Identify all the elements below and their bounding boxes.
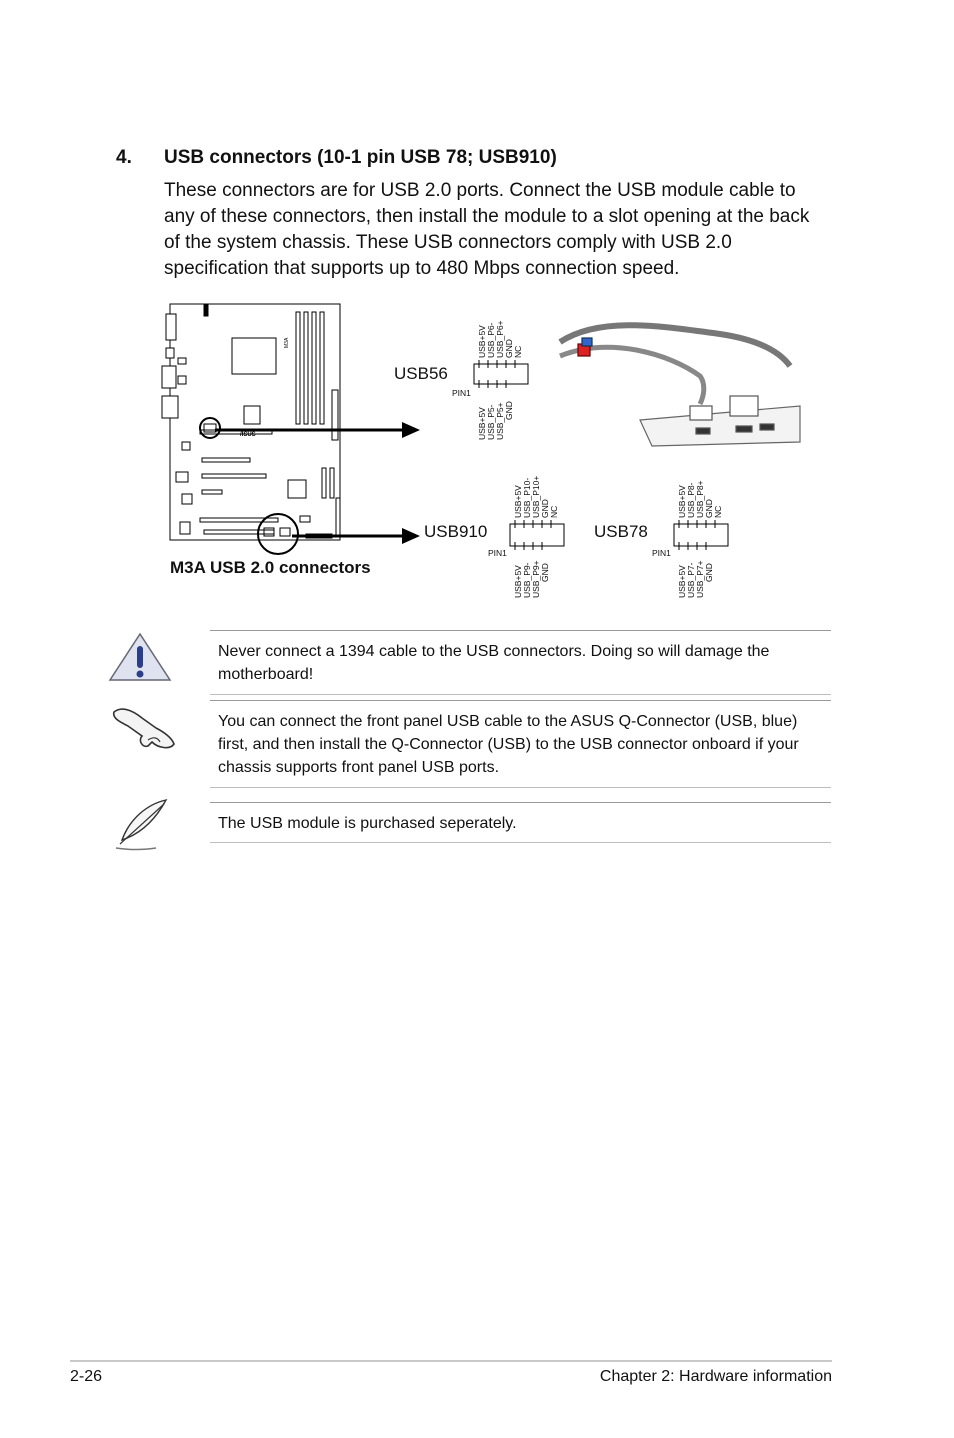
pin-label: USB_P5+ <box>495 402 505 440</box>
section-title: USB connectors (10-1 pin USB 78; USB910) <box>164 147 557 168</box>
board-label: M3A <box>284 337 290 348</box>
pin-label: USB_P6- <box>486 322 496 358</box>
pin-label: USB_P10- <box>522 477 532 518</box>
pointer-arrows <box>215 422 420 544</box>
pin-label: GND <box>504 339 514 358</box>
usb56-pin1-label: PIN1 <box>452 388 471 398</box>
pin-label: GND <box>704 499 714 518</box>
note-feather <box>210 802 831 843</box>
warning-icon <box>108 632 172 684</box>
note-warning-text: Never connect a 1394 cable to the USB connectors. Doing so will damage the motherboard! <box>218 643 770 683</box>
pin-label: USB_P9- <box>522 562 532 598</box>
usb78-label: USB78 <box>594 522 648 541</box>
note-hand <box>210 700 831 789</box>
diagram-caption: M3A USB 2.0 connectors <box>170 558 371 577</box>
hand-icon <box>108 700 180 752</box>
note-feather-text: The USB module is purchased seperately. <box>218 815 517 832</box>
pin-label: USB_P10+ <box>531 475 541 518</box>
pin-label: USB_P6+ <box>495 320 505 358</box>
usb56-label: USB56 <box>394 364 448 383</box>
pin-label: USB+5V <box>477 407 487 440</box>
pin-label: USB+5V <box>677 485 687 518</box>
footer-rule <box>70 1360 832 1362</box>
section-body: These connectors are for USB 2.0 ports. Connect the USB module cable to any of these connectors, then install the module to a slot opening at the back of the system chassis. These USB connectors comply with USB 2.0 specification that supports up to 480 Mbps connection speed. <box>164 180 810 279</box>
usb-connector-diagram <box>0 296 954 596</box>
pin-label: USB+5V <box>513 485 523 518</box>
usb-module-drawing <box>560 325 800 446</box>
page-number: 2-26 <box>70 1368 103 1385</box>
pin-label: GND <box>540 563 550 582</box>
usb56-header <box>474 364 528 384</box>
pin-label: USB+5V <box>513 565 523 598</box>
usb78-header <box>674 524 728 546</box>
usb910-pin1-label: PIN1 <box>488 548 507 558</box>
pin-label: NC <box>549 505 559 518</box>
note-warning <box>210 630 831 695</box>
section-number: 4. <box>116 147 132 168</box>
pin-label: GND <box>704 563 714 582</box>
board-logo: /ISUS <box>240 432 256 438</box>
pin-label: GND <box>504 401 514 420</box>
pin-label: USB_P7- <box>686 562 696 598</box>
pin-label: USB_P7+ <box>695 560 705 598</box>
pin-label: USB_P9+ <box>531 560 541 598</box>
pin-label: USB+5V <box>677 565 687 598</box>
note-hand-text: You can connect the front panel USB cable to the ASUS Q-Connector (USB, blue) first, and then install the Q-Connector (USB) to the USB connector onboard if your chassis supports front panel USB ports. <box>218 713 799 776</box>
pin-label: USB_P8+ <box>695 480 705 518</box>
usb910-label: USB910 <box>424 522 488 541</box>
pin-label: NC <box>713 505 723 518</box>
pin-label: GND <box>540 499 550 518</box>
pin-label: USB+5V <box>477 325 487 358</box>
chapter-title: Chapter 2: Hardware information <box>599 1368 832 1385</box>
usb910-header <box>510 524 564 546</box>
pin-label: USB_P8- <box>686 482 696 518</box>
feather-icon <box>108 796 172 852</box>
usb78-pin1-label: PIN1 <box>652 548 671 558</box>
pin-label: USB_P5- <box>486 404 496 440</box>
pin-label: NC <box>513 345 523 358</box>
